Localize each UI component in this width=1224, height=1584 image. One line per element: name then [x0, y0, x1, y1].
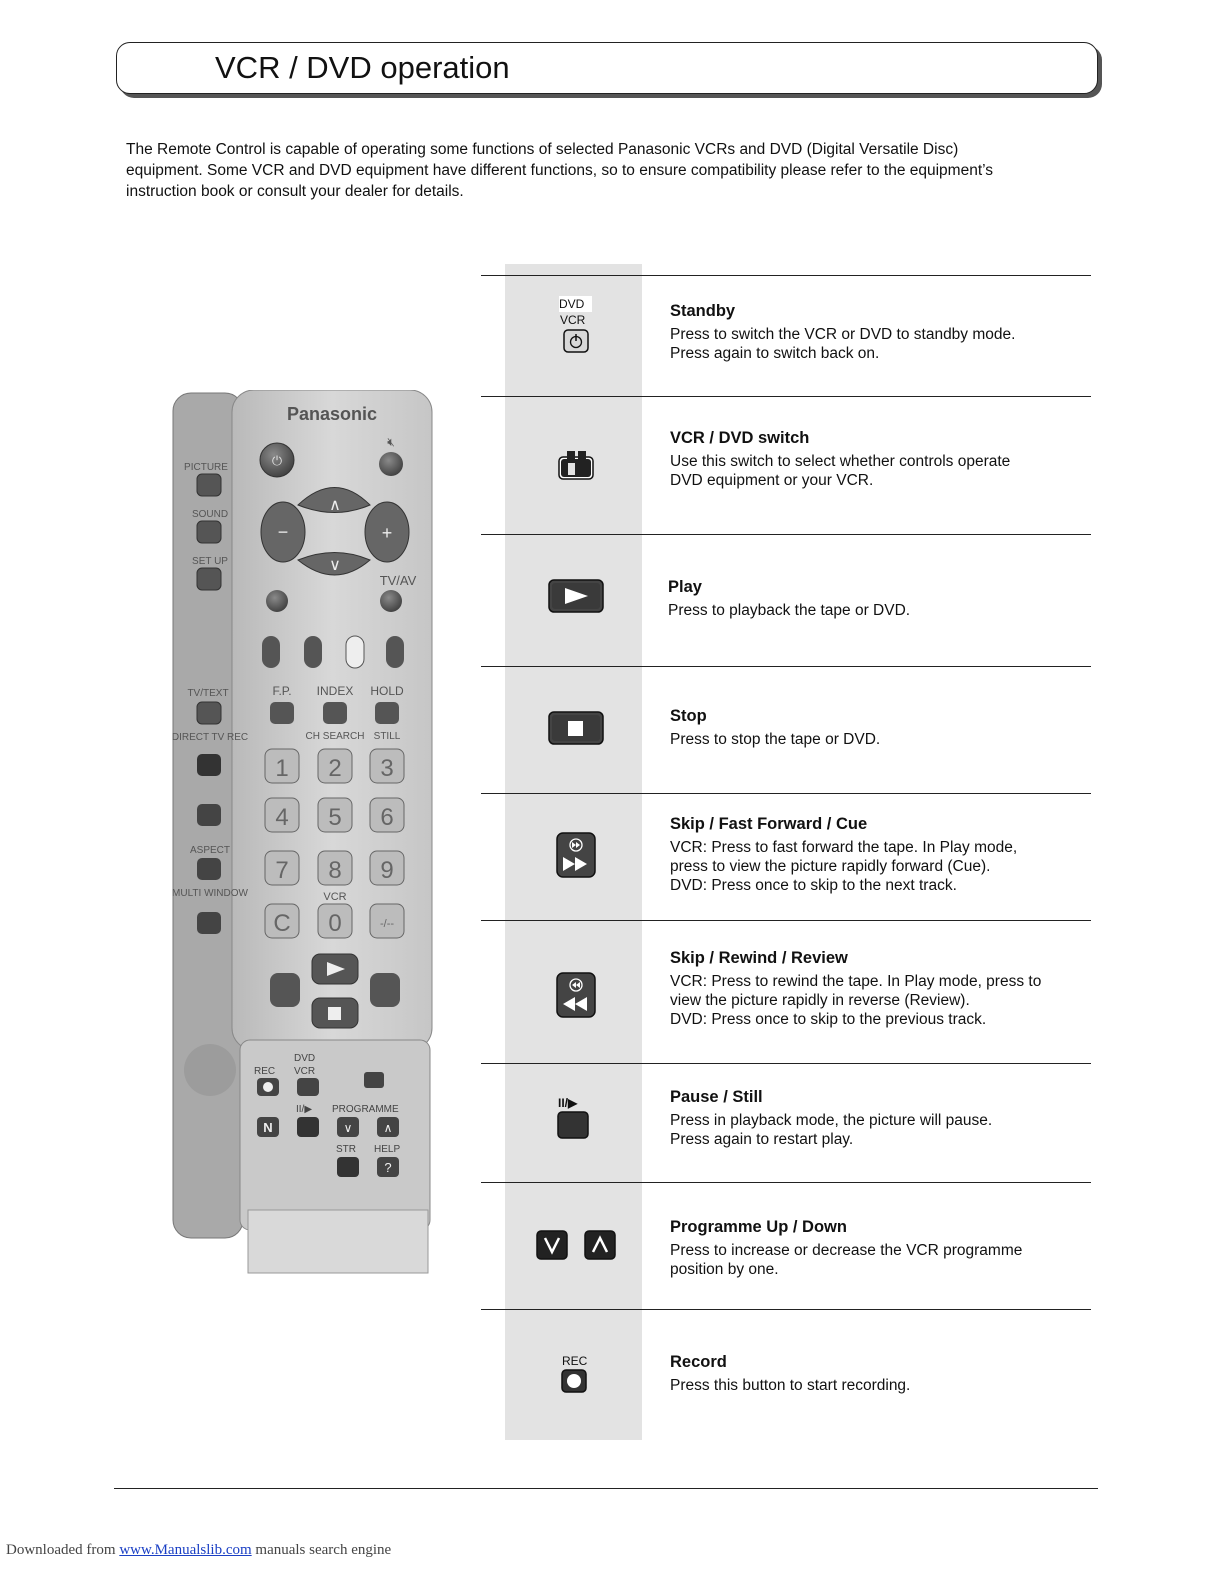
row-description: DVD: Press once to skip to the previous track.: [670, 1011, 987, 1028]
row-description: Press in playback mode, the picture will pause.: [670, 1112, 993, 1129]
row-description: view the picture rapidly in reverse (Review).: [670, 992, 970, 1009]
remote-hold-label: HOLD: [370, 684, 404, 698]
svg-text:6: 6: [380, 804, 394, 831]
row-description: position by one.: [670, 1261, 779, 1278]
page-title: VCR / DVD operation: [215, 50, 510, 85]
svg-text:+: +: [381, 523, 393, 543]
row-description: DVD: Press once to skip to the next track.: [670, 877, 957, 894]
svg-text:🔇︎: 🔇︎: [387, 435, 395, 449]
footer-prefix: Downloaded from: [6, 1542, 120, 1558]
row-description: Press again to restart play.: [670, 1131, 854, 1148]
vcr-dvd-switch-icon: [505, 447, 642, 483]
row-description: VCR: Press to fast forward the tape. In Play mode,: [670, 839, 1018, 856]
svg-text:∧: ∧: [329, 497, 341, 514]
remote-side-label: ASPECT: [189, 845, 231, 856]
intro-line: The Remote Control is capable of operating some functions of selected Panasonic VCRs and DVD (Digital Versatile Disc): [126, 141, 959, 158]
row-divider: [481, 396, 1091, 397]
row-description: DVD equipment or your VCR.: [670, 472, 874, 489]
intro-line: equipment. Some VCR and DVD equipment have different functions, so to ensure compatibility please refer to the equipment’s: [126, 162, 994, 179]
remote-side-label: PICTURE: [184, 462, 228, 473]
svg-text:∨: ∨: [329, 557, 341, 574]
intro-paragraph: [126, 139, 1086, 202]
row-title: Record: [670, 1353, 727, 1371]
bottom-rule: [114, 1488, 1098, 1489]
record-row: [670, 1351, 1090, 1395]
svg-text:-/--: -/--: [379, 918, 395, 930]
row-description: Use this switch to select whether controls operate: [670, 453, 1011, 470]
remote-side-label: DIRECT TV REC: [171, 732, 249, 743]
row-description: Press to increase or decrease the VCR programme: [670, 1242, 1023, 1259]
remote-side-label: SOUND: [191, 509, 229, 520]
fast-forward-icon: [505, 831, 642, 879]
remote-still-label: STILL: [373, 731, 401, 742]
title-banner: [116, 42, 1098, 94]
row-title: Pause / Still: [670, 1088, 763, 1106]
stop-icon: [505, 710, 642, 748]
svg-text:3: 3: [380, 755, 394, 782]
row-divider: [481, 534, 1091, 535]
row-description: Press to switch the VCR or DVD to standby mode.: [670, 326, 1016, 343]
remote-side-label: MULTI WINDOW: [172, 888, 248, 899]
rewind-row: [670, 947, 1090, 1029]
row-description: press to view the picture rapidly forward (Cue).: [670, 858, 991, 875]
svg-text:DVD: DVD: [559, 297, 585, 311]
svg-text:N: N: [263, 1120, 273, 1135]
svg-text:5: 5: [328, 804, 342, 831]
play-row: [668, 576, 1088, 620]
row-title: Stop: [670, 707, 707, 725]
svg-text:REC: REC: [562, 1354, 588, 1368]
programme-up-down-icon: [505, 1229, 642, 1263]
remote-fp-label: F.P.: [272, 684, 292, 698]
rewind-icon: [505, 971, 642, 1019]
row-divider: [481, 1063, 1091, 1064]
svg-text:?: ?: [384, 1160, 392, 1175]
row-divider: [481, 666, 1091, 667]
svg-text:VCR: VCR: [294, 1066, 316, 1077]
svg-text:II/▶: II/▶: [296, 1104, 313, 1115]
vcr-dvd-switch-row: [670, 427, 1090, 490]
remote-index-label: INDEX: [316, 684, 354, 698]
play-icon: [505, 578, 642, 616]
svg-text:STR: STR: [336, 1144, 356, 1155]
remote-control-illustration: [170, 390, 440, 1275]
svg-text:II/▶: II/▶: [558, 1096, 578, 1110]
footer-link[interactable]: www.Manualslib.com: [119, 1542, 252, 1558]
svg-text:VCR: VCR: [560, 313, 586, 327]
svg-text:−: −: [277, 522, 289, 542]
row-description: Press again to switch back on.: [670, 345, 880, 362]
svg-text:⏻: ⏻: [271, 453, 283, 468]
row-divider: [481, 1182, 1091, 1183]
svg-text:1: 1: [275, 755, 289, 782]
svg-text:REC: REC: [254, 1066, 276, 1077]
svg-text:9: 9: [380, 857, 394, 884]
record-icon: [505, 1352, 642, 1396]
remote-brand: Panasonic: [286, 404, 378, 424]
pause-row: [670, 1086, 1090, 1149]
row-divider: [481, 793, 1091, 794]
standby-icon: [505, 292, 642, 358]
remote-tvav-label: TV/AV: [379, 573, 417, 588]
pause-icon: [505, 1093, 642, 1141]
svg-text:HELP: HELP: [374, 1144, 401, 1155]
svg-text:DVD: DVD: [294, 1053, 316, 1064]
remote-mute-icon: [379, 452, 403, 476]
svg-text:∧: ∧: [383, 1121, 393, 1135]
remote-side-label: TV/TEXT: [187, 688, 229, 699]
row-divider: [481, 275, 1091, 276]
svg-text:8: 8: [328, 857, 342, 884]
svg-text:C: C: [273, 910, 291, 937]
row-title: Play: [668, 578, 702, 596]
footer: [6, 1542, 391, 1559]
row-description: Press to playback the tape or DVD.: [668, 602, 911, 619]
stop-row: [670, 705, 1090, 749]
row-divider: [481, 1309, 1091, 1310]
svg-text:VCR: VCR: [323, 891, 347, 903]
svg-text:0: 0: [328, 910, 342, 937]
standby-row: [670, 300, 1090, 363]
fast-forward-row: [670, 813, 1090, 895]
row-title: Programme Up / Down: [670, 1218, 847, 1236]
programme-row: [670, 1216, 1090, 1279]
remote-side-label: SET UP: [192, 556, 228, 567]
row-description: Press this button to start recording.: [670, 1377, 911, 1394]
row-title: Skip / Fast Forward / Cue: [670, 815, 868, 833]
intro-line: instruction book or consult your dealer for details.: [126, 183, 464, 200]
svg-text:PROGRAMME: PROGRAMME: [332, 1104, 399, 1115]
row-title: Standby: [670, 302, 736, 320]
svg-text:7: 7: [275, 857, 289, 884]
svg-text:2: 2: [328, 755, 342, 782]
row-description: Press to stop the tape or DVD.: [670, 731, 881, 748]
row-description: VCR: Press to rewind the tape. In Play mode, press to: [670, 973, 1042, 990]
row-title: Skip / Rewind / Review: [670, 949, 848, 967]
svg-text:4: 4: [275, 804, 289, 831]
remote-chsearch-label: CH SEARCH: [305, 731, 365, 742]
svg-text:∨: ∨: [343, 1121, 353, 1135]
row-title: VCR / DVD switch: [670, 429, 810, 447]
row-divider: [481, 920, 1091, 921]
footer-suffix: manuals search engine: [251, 1542, 392, 1558]
